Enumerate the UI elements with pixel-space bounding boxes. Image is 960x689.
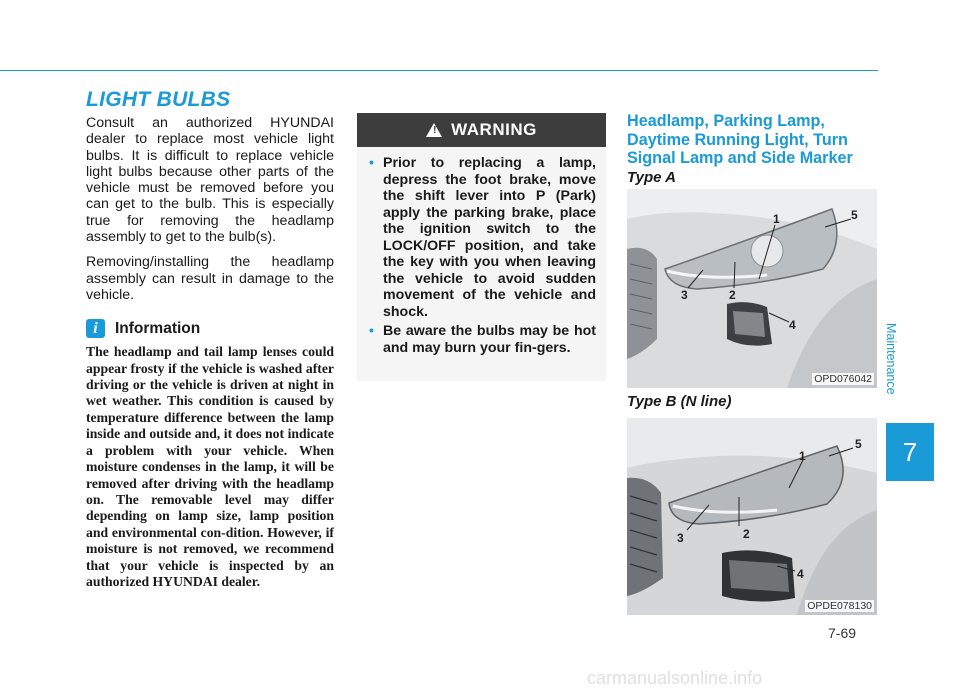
intro-column	[86, 115, 334, 590]
type-a-label: Type A	[627, 169, 676, 186]
callout-1: 1	[773, 212, 780, 226]
warning-item-text: Prior to replacing a lamp, depress the foot brake, move the shift lever into P (Park) apply the parking brake, place the ignition switch to the LOCK/OFF position, and take the key with you when leaving the vehicle to avoid sudden movement of the vehicle and shock.	[383, 155, 596, 320]
warning-item	[369, 323, 596, 356]
warning-list	[357, 147, 606, 356]
callout-5: 5	[851, 208, 858, 222]
type-b-headlamp-photo	[627, 418, 877, 615]
callout-5: 5	[855, 437, 862, 451]
callout-4: 4	[789, 318, 796, 332]
warning-triangle-icon: !	[426, 123, 442, 137]
watermark: carmanualsonline.info	[587, 668, 763, 688]
headlamp-section-title: Headlamp, Parking Lamp, Daytime Running Light, Turn Signal Lamp and Side Marker	[627, 112, 853, 168]
information-title: Information	[115, 319, 201, 337]
callout-3: 3	[677, 531, 684, 545]
chapter-tab: 7	[886, 423, 934, 481]
section-title: LIGHT BULBS	[86, 88, 231, 111]
bullet-icon: •	[369, 155, 374, 171]
top-rule	[0, 70, 878, 71]
warning-box	[357, 113, 606, 381]
chapter-side-label: Maintenance	[884, 323, 898, 395]
page-number: 7-69	[828, 625, 857, 641]
warning-item-text: Be aware the bulbs may be hot and may burn your fin-gers.	[383, 323, 596, 356]
callout-2: 2	[729, 288, 736, 302]
image-code: OPDE078130	[807, 600, 872, 612]
callout-3: 3	[681, 288, 688, 302]
type-a-headlamp-photo	[627, 189, 877, 388]
information-text: The headlamp and tail lamp lenses could appear frosty if the vehicle is washed after driving or the vehicle is driven at night in wet weather. This condition is caused by temperature difference between the lamp inside and outside and, it does not indicate a problem with your vehicle. When moisture condenses in the lamp, it will be removed after driving with the headlamp on. The removable level may differ depending on lamp size, lamp position and environmental con-dition. However, if moisture is not removed, we recommend that your vehicle is inspected by an authorized HYUNDAI dealer.	[86, 344, 334, 589]
callout-4: 4	[797, 567, 804, 581]
callout-1: 1	[799, 449, 806, 463]
intro-paragraph: Consult an authorized HYUNDAI dealer to replace most vehicle light bulbs. It is difficult to replace vehicle light bulbs because other parts of the vehicle must be removed before you can get to the bulb. This is especially true for removing the headlamp assembly to get to the bulb(s).	[86, 115, 334, 246]
type-b-label: Type B (N line)	[627, 393, 732, 410]
bullet-icon: •	[369, 323, 374, 339]
callout-2: 2	[743, 527, 750, 541]
info-icon: i	[86, 319, 105, 338]
warning-header	[357, 113, 606, 147]
warning-title: WARNING	[451, 120, 537, 139]
intro-paragraph: Removing/installing the headlamp assembly can result in damage to the vehicle.	[86, 254, 334, 303]
image-code: OPD076042	[814, 373, 872, 385]
information-heading	[86, 319, 334, 338]
warning-item	[369, 155, 596, 320]
